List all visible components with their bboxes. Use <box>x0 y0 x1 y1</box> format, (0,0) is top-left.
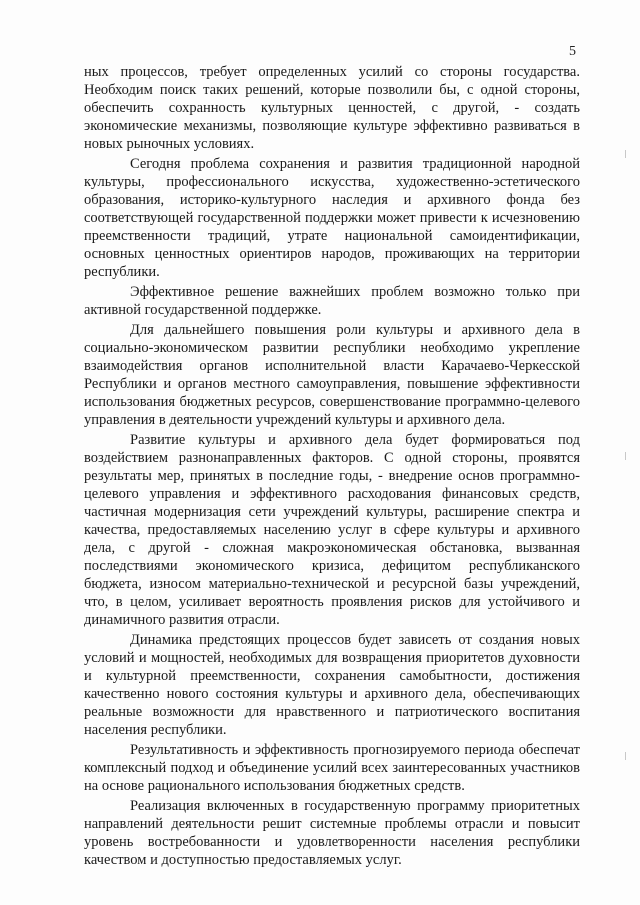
paragraph-folk-culture: Сегодня проблема сохранения и развития традиционной народной культуры, профессионального искусства, художественно-эстетического образования, историко-культурного наследия и архивного фонда без соответствующей государственной поддержки может привести к исчезновению преемственности традиций, утрате национальной самоидентификации, основных ценностных ориентиров народов, проживающих на территории республики. <box>84 156 580 280</box>
scan-margin-mark <box>625 752 626 760</box>
document-body <box>84 63 580 871</box>
paragraph-effectiveness: Результативность и эффективность прогнозируемого периода обеспечат комплексный подход и объединение усилий всех заинтересованных участников на основе рационального использования бюджетных средств. <box>84 742 580 794</box>
paragraph-state-support: Эффективное решение важнейших проблем возможно только при активной государственной поддержке. <box>84 284 580 318</box>
paragraph-implementation: Реализация включенных в государственную программу приоритетных направлений деятельности решит системные проблемы отрасли и повысит уровень востребованности и удовлетворенности населения республики качеством и доступностью предоставляемых услуг. <box>84 798 580 868</box>
scan-margin-mark <box>625 150 626 158</box>
paragraph-role-of-culture: Для дальнейшего повышения роли культуры и архивного дела в социально-экономическом развитии республики необходимо укрепление взаимодействия органов исполнительной власти Карачаево-Черкесской Республики и органов местного самоуправления, повышение эффективности использования бюджетных ресурсов, совершенствование программно-целевого управления в деятельности учреждений культуры и архивного дела. <box>84 322 580 428</box>
page-number: 5 <box>569 44 576 59</box>
paragraph-continued: ных процессов, требует определенных усилий со стороны государства. Необходим поиск таких решений, которые позволили бы, с одной стороны, обеспечить сохранность культурных ценностей, с другой, - создать экономические механизмы, позволяющие культуре эффективно развиваться в новых рыночных условиях. <box>84 64 580 152</box>
paragraph-dynamics: Динамика предстоящих процессов будет зависеть от создания новых условий и мощностей, необходимых для возвращения приоритетов духовности и культурной преемственности, сохранения самобытности, достижения качественно нового состояния культуры и архивного дела, обеспечивающих реальные возможности для нравственного и патриотического воспитания населения республики. <box>84 632 580 738</box>
scan-margin-mark <box>625 452 626 460</box>
paragraph-development-factors: Развитие культуры и архивного дела будет формироваться под воздействием разнонаправленных факторов. С одной стороны, проявятся результаты мер, принятых в последние годы, - внедрение основ программно-целевого управления и эффективного расходования финансовых средств, частичная модернизация сети учреждений культуры, расширение спектра и качества, предоставляемых населению услуг в сфере культуры и архивного дела, с другой - сложная макроэкономическая обстановка, вызванная последствиями экономического кризиса, дефицитом республиканского бюджета, износом материально-технической и ресурсной базы учреждений, что, в целом, усиливает вероятность проявления рисков для устойчивого и динамичного развития отрасли. <box>84 432 580 628</box>
